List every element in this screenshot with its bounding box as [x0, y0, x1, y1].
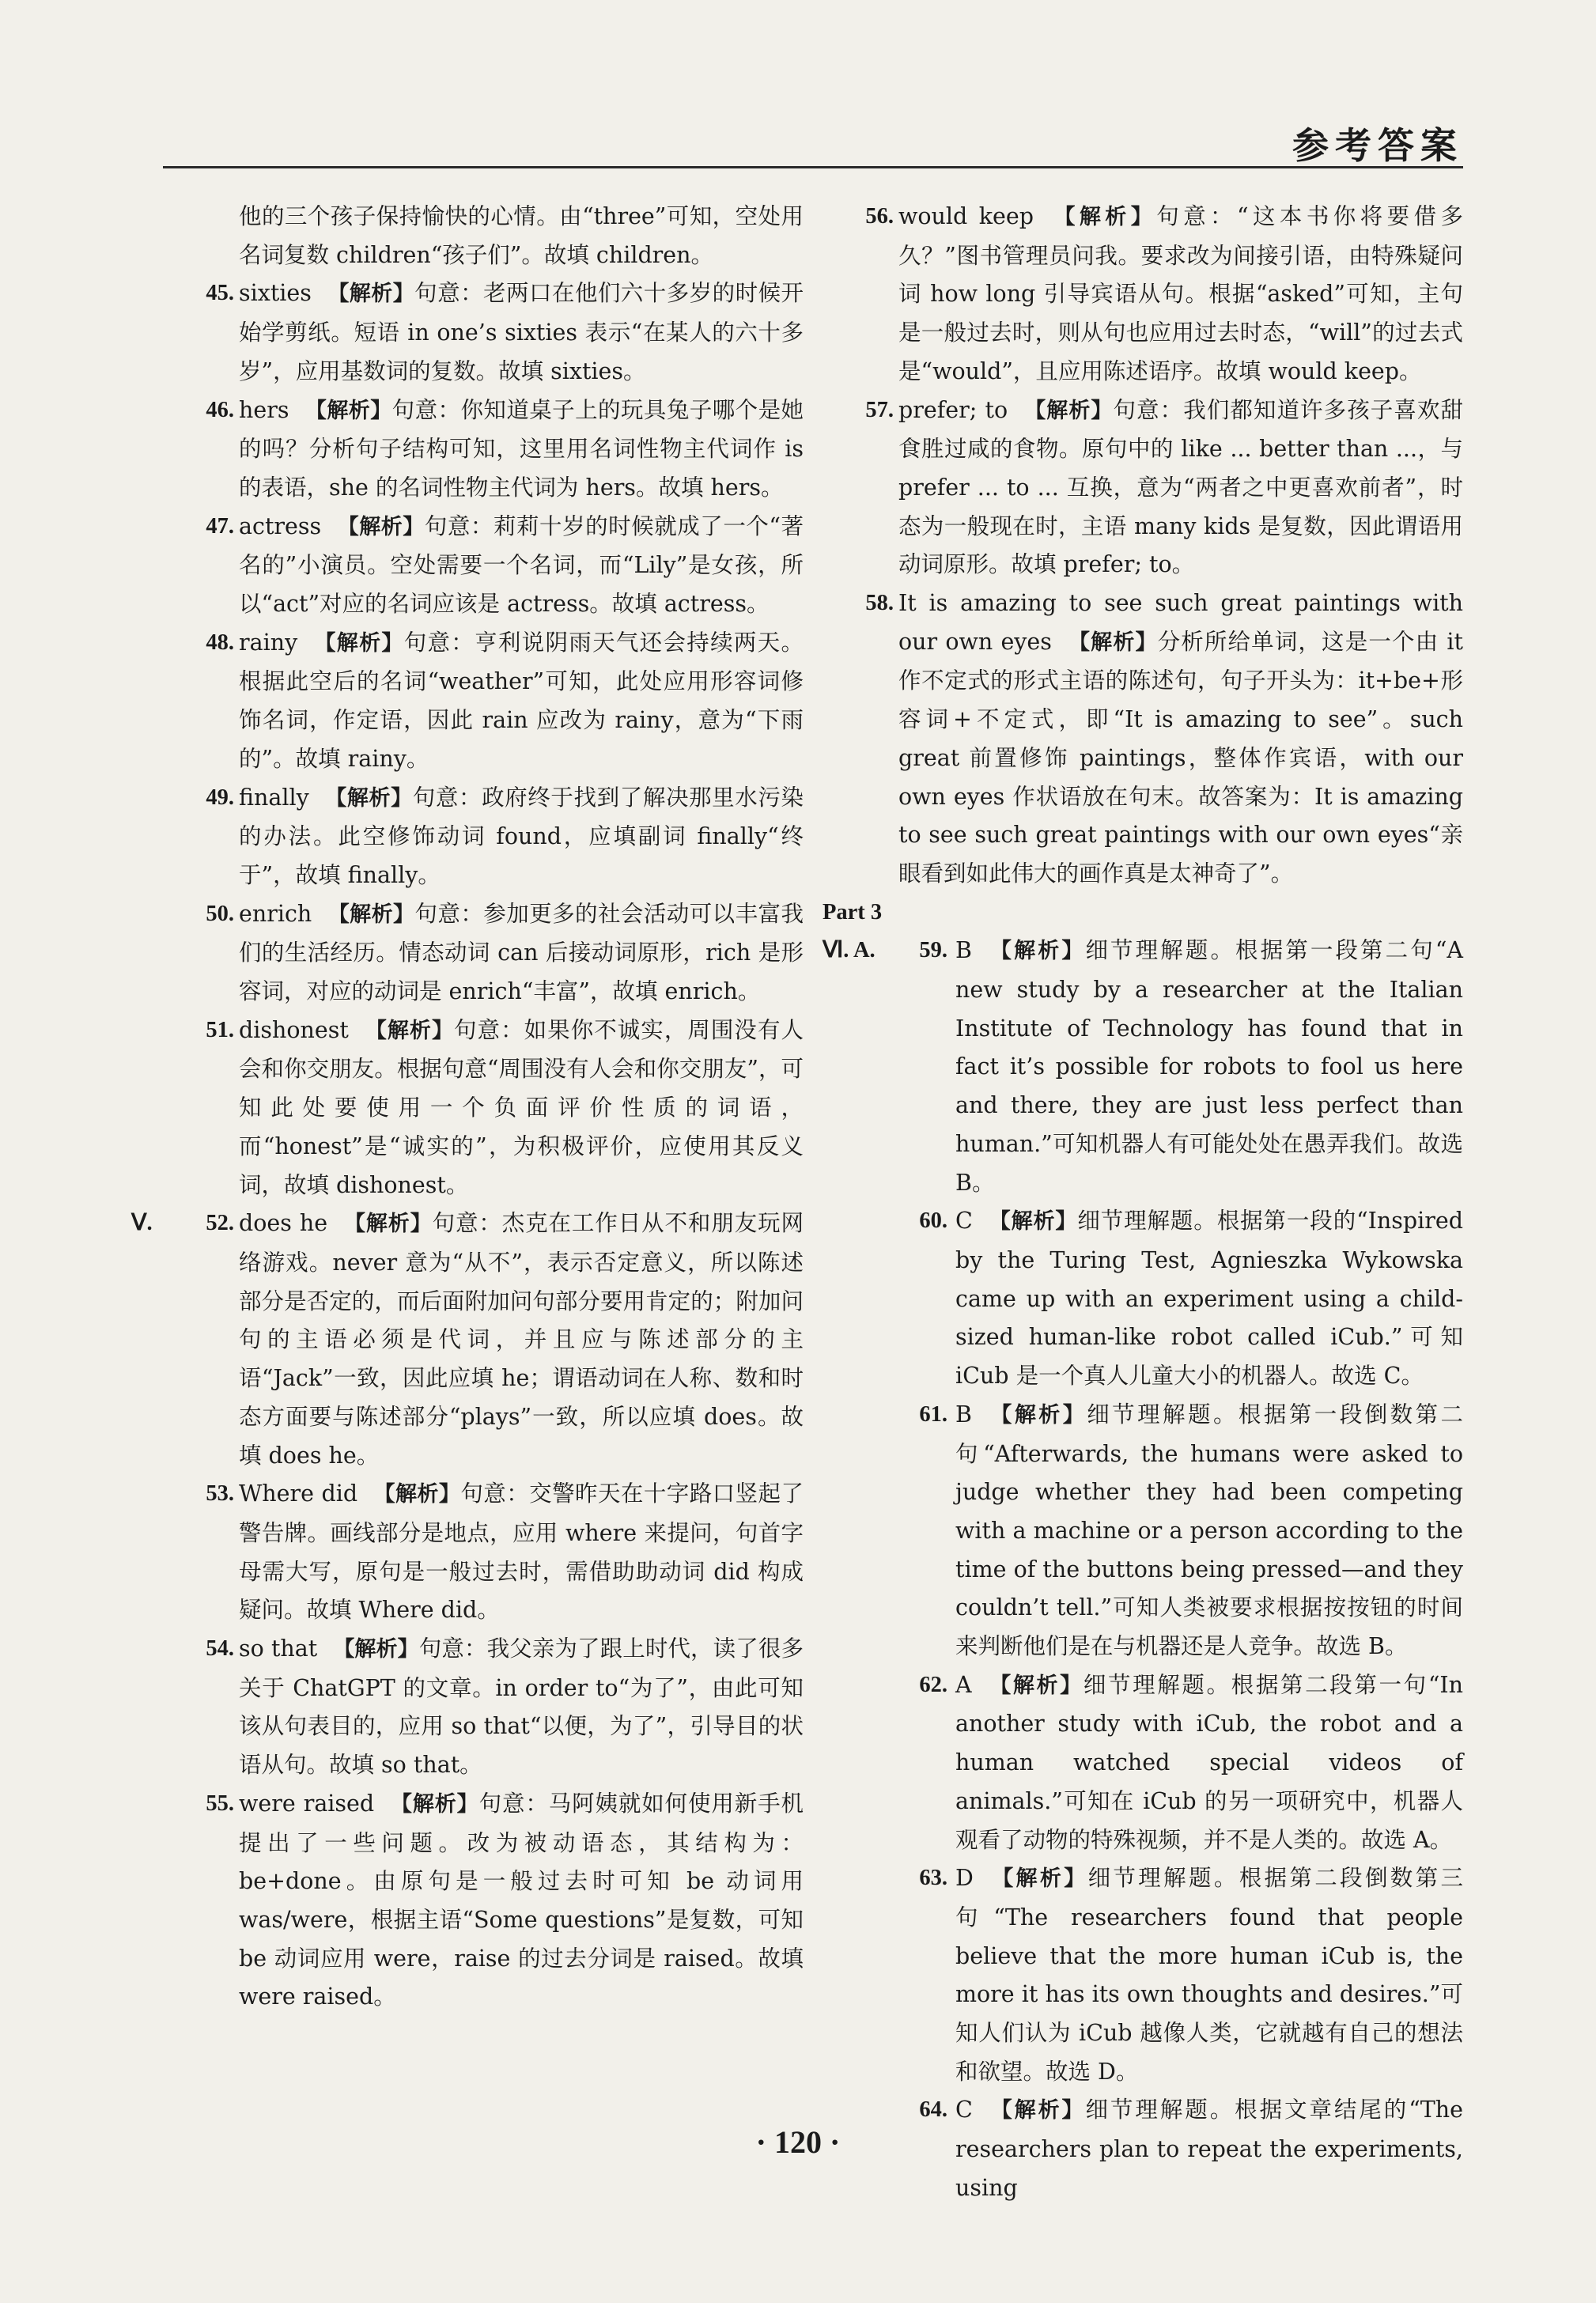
- entry-answer: dishonest: [239, 1016, 349, 1043]
- section-label-v: Ⅴ.: [131, 1211, 153, 1236]
- section-label-vi: Ⅵ. A.: [823, 938, 876, 963]
- answer-entry-54: [163, 1630, 804, 1785]
- answer-entry-52: [131, 1204, 804, 1475]
- answer-entry-45: [163, 274, 804, 391]
- entry-explanation: 细节理解题。根据第一段倒数第二句“Afterwards, the humans were asked to judge whether they had been competing with a machine or a person according to the time of the buttons being pressed—and they couldn’t tell.”可知人类被要求根据按按钮的时间来判断他们是在与机器还是人竞争。故选 B。: [955, 1401, 1463, 1660]
- entry-answer: actress: [239, 512, 322, 539]
- answer-entry-50: [163, 895, 804, 1012]
- analysis-tag: 【解析】: [1050, 205, 1157, 229]
- entry-explanation: 细节理解题。根据第二段第一句“In another study with iCub, the robot and a human watched special videos of animals.”可知在 iCub 的另一项研究中，机器人观看了动物的特殊视频，并不是人类的。故选 A。: [955, 1671, 1464, 1853]
- analysis-tag: 【解析】: [988, 1209, 1078, 1235]
- analysis-tag: 【解析】: [989, 1866, 1088, 1892]
- entry-explanation: 句意：我父亲为了跟上时代，读了很多关于 ChatGPT 的文章。in order to“为了”，由此可知该从句表目的，应用 so that“以便，为了”，引导目的状语从句。故填 so that。: [239, 1636, 804, 1779]
- analysis-tag: 【解析】: [1023, 398, 1114, 423]
- entry-explanation: 句意：你知道桌子上的玩具兔子哪个是她的吗？分析句子结构可知，这里用名词性物主代词作 is 的表语，she 的名词性物主代词为 hers。故填 hers。: [239, 396, 804, 501]
- entry-answer: rainy: [239, 629, 298, 656]
- answer-entry-55: [163, 1785, 804, 2017]
- entry-number: 64.: [919, 2097, 947, 2123]
- analysis-tag: 【解析】: [364, 1018, 454, 1043]
- answer-entry-47: [163, 508, 804, 624]
- answer-entry-63: [823, 1859, 1463, 2091]
- entry-answer: D: [955, 1865, 974, 1892]
- entry-explanation: 句意：如果你不诚实，周围没有人会和你交朋友。根据句意“周围没有人会和你交朋友”，可知此处要使用一个负面评价性质的词语，而“honest”是“诚实的”，为积极评价，应使用其反义词，故填 dishonest。: [239, 1016, 804, 1198]
- entry-number: 55.: [206, 1791, 234, 1816]
- entry-number: 57.: [865, 397, 894, 422]
- answer-entry-61: [823, 1396, 1463, 1666]
- analysis-tag: 【解析】: [304, 398, 392, 423]
- entry-answer: prefer; to: [898, 396, 1008, 423]
- entry-number: 45.: [206, 281, 234, 306]
- part-heading: Part 3: [823, 899, 883, 925]
- entry-answer: would keep: [898, 203, 1034, 229]
- answer-entry-62: [823, 1666, 1463, 1860]
- analysis-tag: 【解析】: [390, 1791, 479, 1817]
- entry-answer: finally: [239, 784, 309, 811]
- answer-entry-60: [823, 1202, 1463, 1396]
- entry-explanation: 句意：老两口在他们六十多岁的时候开始学剪纸。短语 in one’s sixties 表示“在某人的六十多岁”，应用基数词的复数。故填 sixties。: [239, 280, 804, 384]
- analysis-tag: 【解析】: [988, 2098, 1086, 2123]
- analysis-tag: 【解析】: [333, 1637, 419, 1662]
- entry-explanation: 句意：交警昨天在十字路口竖起了警告牌。画线部分是地点，应用 where 来提问，句首字母需大写，原句是一般过去时，需借助助动词 did 构成疑问。故填 Where did。: [239, 1480, 804, 1624]
- entry-number: 46.: [206, 397, 234, 422]
- entry-answer: A: [955, 1671, 972, 1698]
- answer-entry-49: [163, 779, 804, 895]
- page-number: · 120 ·: [755, 2124, 841, 2160]
- entry-number: 61.: [919, 1401, 947, 1427]
- analysis-tag: 【解析】: [327, 282, 415, 307]
- entry-answer: It is amazing to see such great paintings with our own eyes: [898, 590, 1463, 655]
- analysis-tag: 【解析】: [987, 939, 1086, 964]
- entry-explanation: 细节理解题。根据文章结尾的“The researchers plan to repeat the experiments, using: [955, 2097, 1463, 2201]
- entry-explanation: 细节理解题。根据第二段倒数第三句“The researchers found that people believe that the more human iCub is, the more it has its own thoughts and desires.”可知人们认为 iCub 越像人类，它就越有自己的想法和欲望。故选 D。: [955, 1865, 1463, 2085]
- entry-answer: does he: [239, 1210, 328, 1237]
- entry-answer: Where did: [239, 1480, 358, 1507]
- analysis-tag: 【解析】: [987, 1402, 1087, 1428]
- entry-explanation: 句意：杰克在工作日从不和朋友玩网络游戏。never 意为“从不”，表示否定意义，所以陈述部分是否定的，而后面附加问句部分要用肯定的；附加问句的主语必须是代词，并且应与陈述部分的主语“Jack”一致，因此应填 he；谓语动词在人称、数和时态方面要与陈述部分“plays”一致，所以应填 does。故填 does he。: [239, 1210, 804, 1469]
- analysis-tag: 【解析】: [324, 785, 413, 811]
- analysis-tag: 【解析】: [313, 630, 404, 656]
- answer-entry-51: [163, 1012, 804, 1205]
- entry-explanation: 句意：我们都知道许多孩子喜欢甜食胜过咸的食物。原句中的 like ... better than ...，与 prefer ... to ... 互换，意为“两者之中更喜欢前者”，时态为一般现在时，主语 many kids 是复数，因此谓语用动词原形。故填 prefer; to。: [898, 396, 1463, 578]
- answer-entry-59: [823, 932, 1463, 1202]
- entry-number: 52.: [206, 1211, 234, 1236]
- entry-answer: C: [955, 2097, 973, 2123]
- right-column: [823, 198, 1463, 2208]
- analysis-tag: 【解析】: [343, 1212, 433, 1237]
- answer-entry-53: [163, 1475, 804, 1630]
- analysis-tag: 【解析】: [373, 1482, 461, 1507]
- entry-number: 48.: [206, 630, 234, 655]
- entry-number: 49.: [206, 785, 234, 810]
- entry-answer: enrich: [239, 900, 312, 927]
- entry-number: 58.: [865, 591, 894, 616]
- answer-entry-56: [823, 198, 1463, 391]
- answer-entry-46: [163, 391, 804, 508]
- entry-answer: so that: [239, 1636, 318, 1662]
- answer-entry-48: [163, 624, 804, 779]
- analysis-tag: 【解析】: [337, 514, 425, 539]
- entry-answer: C: [955, 1208, 973, 1235]
- entry-answer: were raised: [239, 1790, 375, 1817]
- analysis-tag: 【解析】: [1067, 630, 1158, 655]
- entry-explanation: 分析所给单词，这是一个由 it 作不定式的形式主语的陈述句，句子开头为：it+be+形容词+不定式，即“It is amazing to see”。such great 前置修饰 paintings，整体作宾语，with our own eyes 作状语放在句末。故答案为：It is amazing to see such great paintings with our own eyes“亲眼看到如此伟大的画作真是太神奇了”。: [898, 628, 1463, 887]
- entry-number: 51.: [206, 1017, 234, 1042]
- entry-explanation: 句意：马阿姨就如何使用新手机提出了一些问题。改为被动语态，其结构为：be+done。由原句是一般过去时可知 be 动词用 was/were，根据主语“Some questions”是复数，可知 be 动词应用 were，raise 的过去分词是 raised。故填 were raised。: [239, 1790, 804, 2010]
- entry-number: 56.: [865, 204, 894, 229]
- entry-number: 63.: [919, 1866, 947, 1891]
- entry-number: 60.: [919, 1208, 947, 1234]
- entry-explanation: 句意：莉莉十岁的时候就成了一个“著名的”小演员。空处需要一个名词，而“Lily”是女孩，所以“act”对应的名词应该是 actress。故填 actress。: [239, 512, 804, 618]
- entry-number: 47.: [206, 513, 234, 539]
- entry-answer: B: [955, 1401, 972, 1428]
- entry-number: 50.: [206, 901, 234, 926]
- entry-explanation: 细节理解题。根据第一段的“Inspired by the Turing Test, Agnieszka Wykowska came up with an experiment using a child-sized human-like robot called iCub.”可知 iCub 是一个真人儿童大小的机器人。故选 C。: [955, 1208, 1464, 1390]
- entry-explanation: 句意：参加更多的社会活动可以丰富我们的生活经历。情态动词 can 后接动词原形，rich 是形容词，对应的动词是 enrich“丰富”，故填 enrich。: [239, 900, 804, 1005]
- entry-number: 53.: [206, 1481, 234, 1507]
- entry-answer: sixties: [239, 280, 312, 307]
- entry-explanation: 细节理解题。根据第一段第二句“A new study by a researcher at the Italian Institute of Technology has found that in fact it’s possible for robots to fool us here and there, they are just less perfect than human.”可知机器人有可能处处在愚弄我们。故选 B。: [955, 937, 1463, 1196]
- analysis-tag: 【解析】: [987, 1673, 1084, 1698]
- entry-explanation: 句意：亨利说阴雨天气还会持续两天。根据此空后的名词“weather”可知，此处应用形容词修饰名词，作定语，因此 rain 应改为 rainy，意为“下雨的”。故填 rainy。: [239, 629, 804, 772]
- continuation-text: 他的三个孩子保持愉快的心情。由“three”可知，空处用名词复数 children“孩子们”。故填 children。: [239, 203, 804, 268]
- entry-explanation: 句意：“这本书你将要借多久？”图书管理员问我。要求改为间接引语，由特殊疑问词 how long 引导宾语从句。根据“asked”可知，主句是一般过去时，则从句也应用过去时态，“will”的过去式是“would”，且应用陈述语序。故填 would keep。: [898, 203, 1464, 384]
- entry-explanation: 句意：政府终于找到了解决那里水污染的办法。此空修饰动词 found，应填副词 finally“终于”，故填 finally。: [239, 784, 804, 888]
- header-rule: [163, 166, 1463, 168]
- answer-entry-57: [823, 391, 1463, 585]
- page-header-title: 参考答案: [1292, 124, 1463, 167]
- entry-number: 54.: [206, 1636, 234, 1662]
- analysis-tag: 【解析】: [327, 902, 415, 927]
- answer-entry-58: [823, 584, 1463, 894]
- entry-number: 59.: [919, 938, 947, 963]
- left-column: [131, 198, 804, 2017]
- entry-answer: hers: [239, 396, 289, 423]
- entry-answer: B: [955, 937, 972, 964]
- entry-number: 62.: [919, 1672, 947, 1697]
